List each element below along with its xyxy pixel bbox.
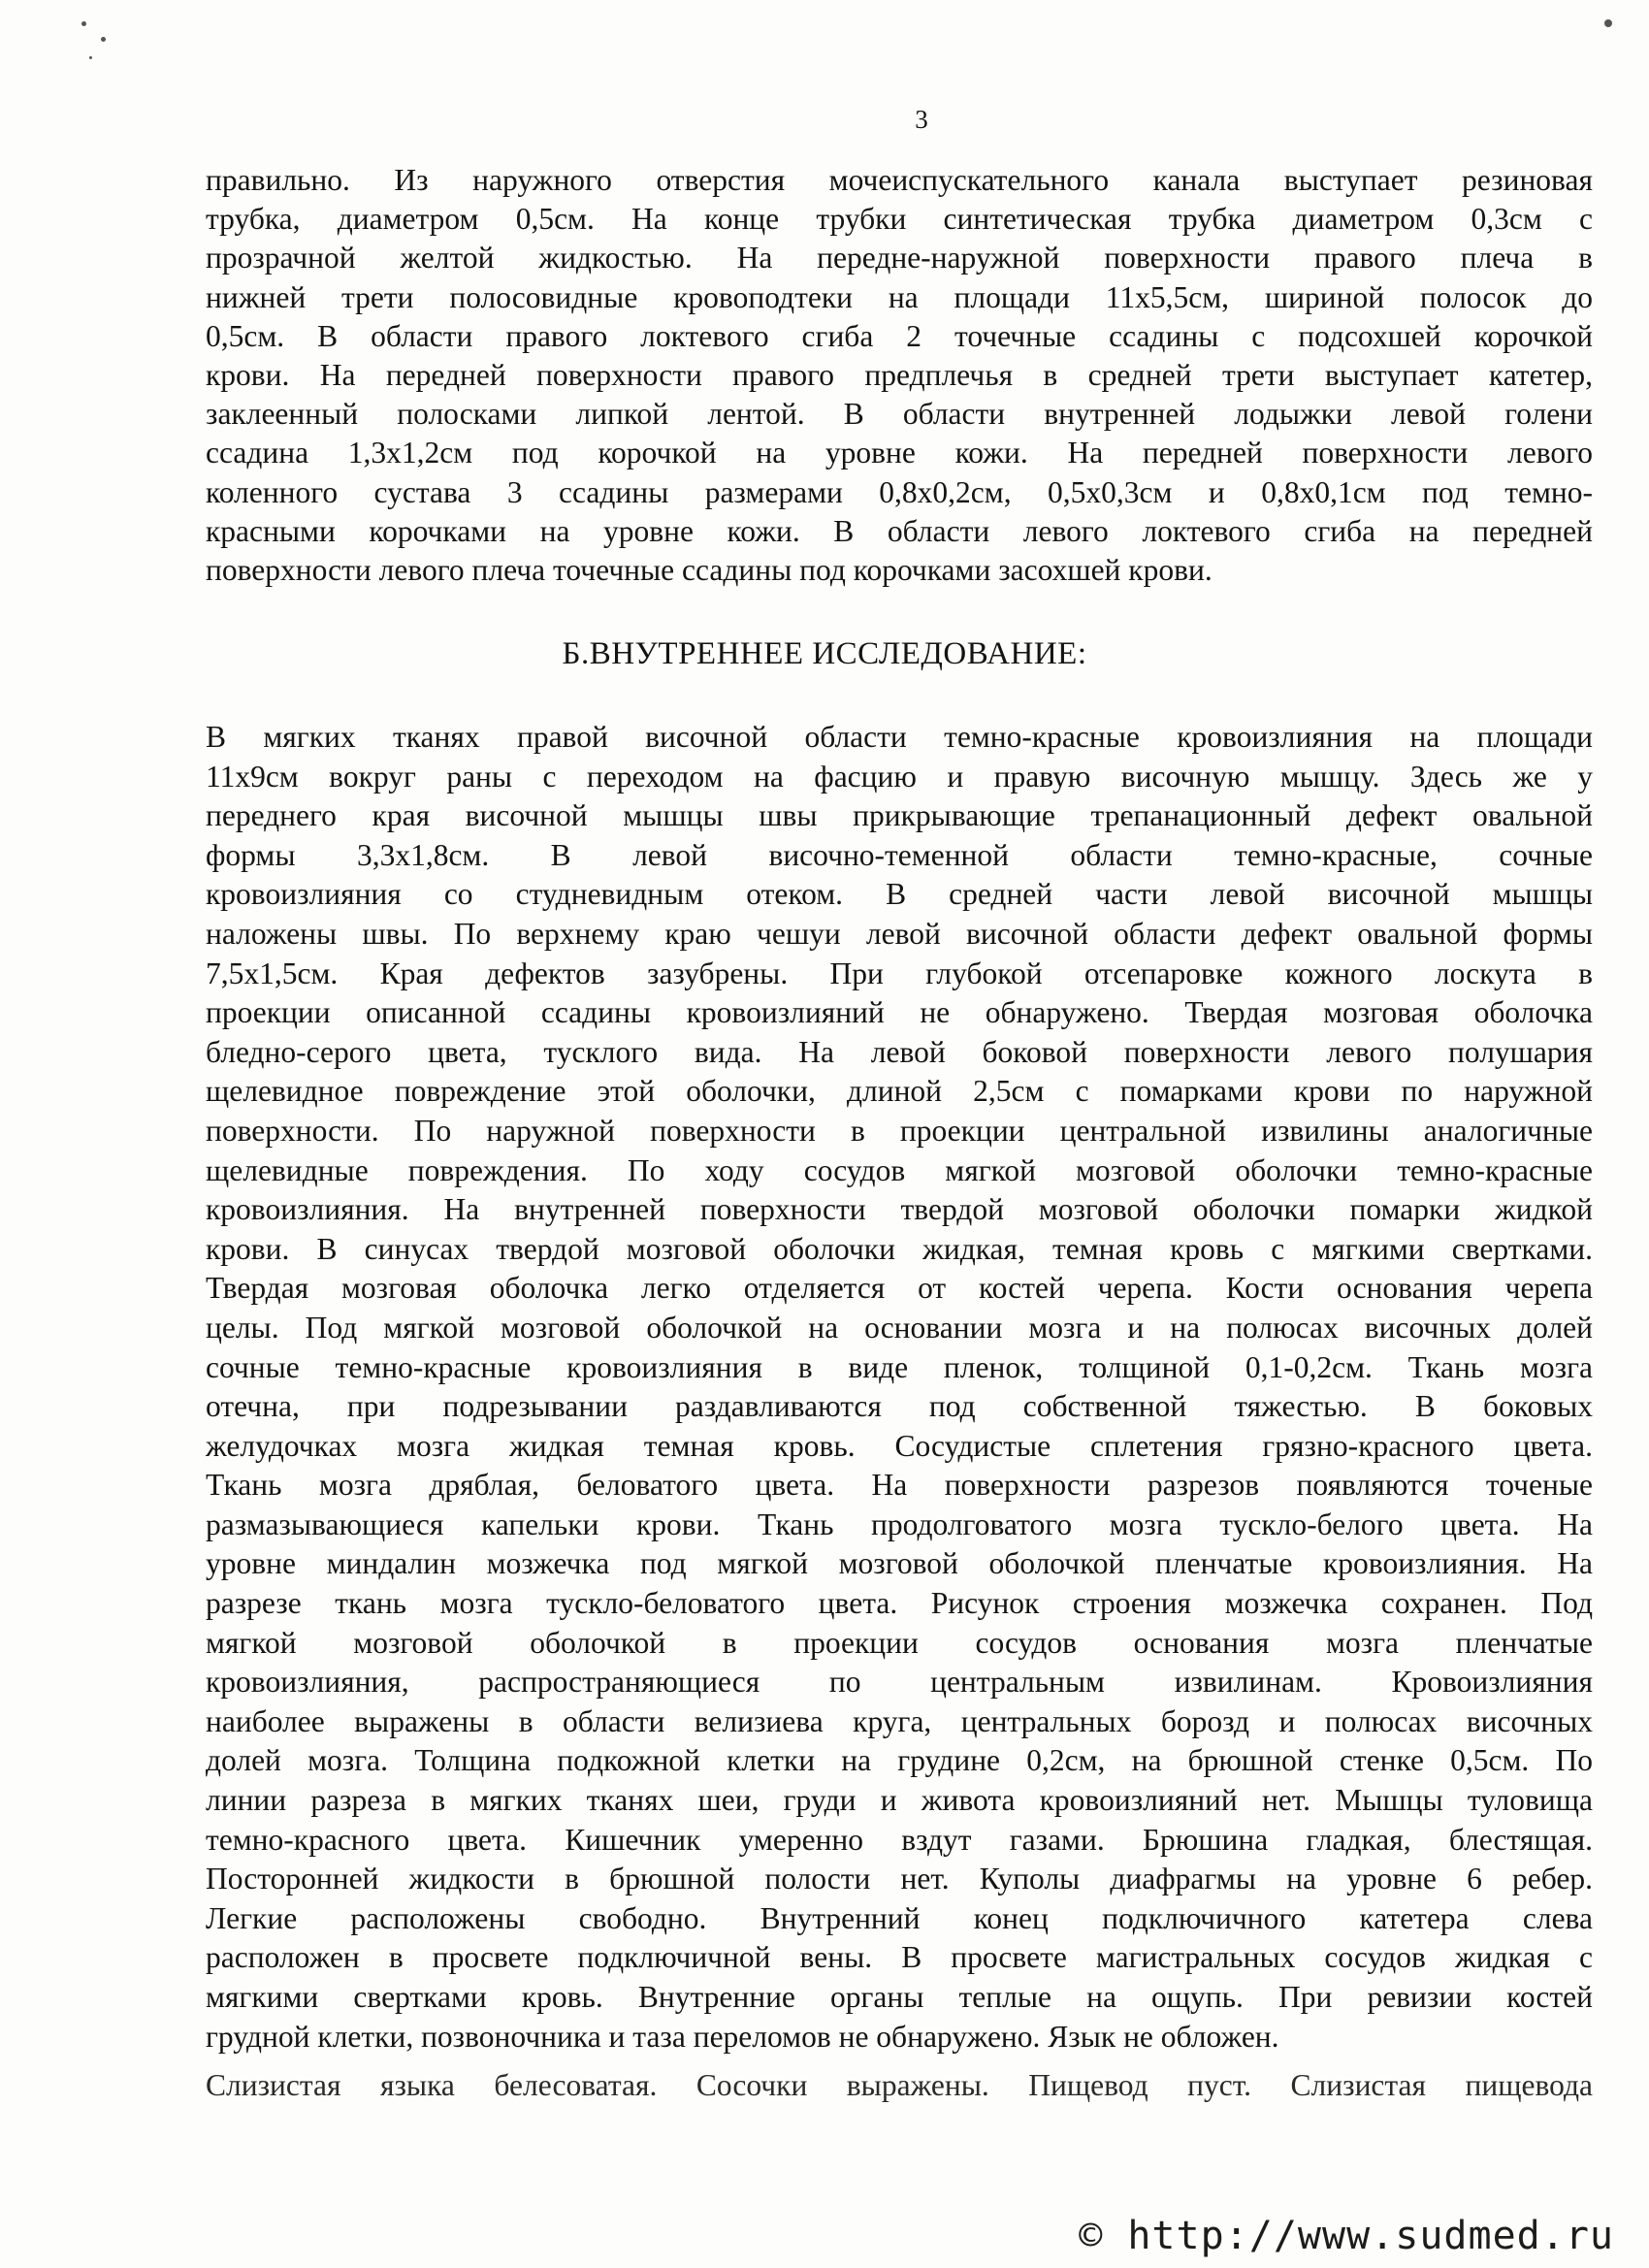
text-line: переднего края височной мышцы швы прикрывающие трепанационный дефект овальной — [206, 798, 1593, 833]
text-line: кровоизлияния со студневидным отеком. В средней части левой височной мышцы — [206, 877, 1593, 912]
cut-off-line — [206, 2068, 1593, 2107]
text-line: долей мозга. Толщина подкожной клетки на грудине 0,2см, на брюшной стенке 0,5см. По — [206, 1743, 1593, 1778]
external-exam-continuation — [206, 161, 1593, 590]
text-line: кровоизлияния. На внутренней поверхности твердой мозговой оболочки помарки жидкой — [206, 1192, 1593, 1227]
text-line: трубка, диаметром 0,5см. На конце трубки синтетическая трубка диаметром 0,3см с — [206, 202, 1593, 237]
text-line: поверхности. По наружной поверхности в проекции центральной извилины аналогичные — [206, 1113, 1593, 1148]
text-line: ссадина 1,3х1,2см под корочкой на уровне кожи. На передней поверхности левого — [206, 436, 1593, 470]
page-number: 3 — [915, 105, 928, 134]
text-line: щелевидные повреждения. По ходу сосудов мягкой мозговой оболочки темно-красные — [206, 1152, 1593, 1187]
text-line: наложены швы. По верхнему краю чешуи левой височной области дефект овальной формы — [206, 916, 1593, 951]
text-line: В мягких тканях правой височной области темно-красные кровоизлияния на площади — [206, 720, 1593, 754]
text-line: 7,5х1,5см. Края дефектов зазубрены. При глубокой отсепаровке кожного лоскута в — [206, 956, 1593, 990]
text-line: отечна, при подрезывании раздавливаются под собственной тяжестью. В боковых — [206, 1389, 1593, 1424]
text-line: мягкими свертками кровь. Внутренние органы теплые на ощупь. При ревизии костей — [206, 1980, 1593, 2014]
text-line: наиболее выражены в области велизиева круга, центральных борозд и полюсах височных — [206, 1703, 1593, 1738]
watermark: © http://www.sudmed.ru — [1079, 2214, 1614, 2258]
text-line: линии разреза в мягких тканях шеи, груди и живота кровоизлияний нет. Мышцы туловища — [206, 1783, 1593, 1818]
text-line: заклеенный полосками липкой лентой. В области внутренней лодыжки левой голени — [206, 397, 1593, 432]
cut-off-line-text: Слизистая языка белесоватая. Сосочки выражены. Пищевод пуст. Слизистая пищевода — [206, 2068, 1593, 2102]
text-line: красными корочками на уровне кожи. В области левого локтевого сгиба на передней — [206, 513, 1593, 548]
text-line: бледно-серого цвета, тусклого вида. На левой боковой поверхности левого полушария — [206, 1034, 1593, 1069]
text-line: крови. В синусах твердой мозговой оболочки жидкая, темная кровь с мягкими свертками. — [206, 1231, 1593, 1266]
text-line: целы. Под мягкой мозговой оболочкой на основании мозга и на полюсах височных долей — [206, 1310, 1593, 1345]
text-line: проекции описанной ссадины кровоизлияний не обнаружено. Твердая мозговая оболочка — [206, 995, 1593, 1030]
text-line: правильно. Из наружного отверстия мочеиспускательного канала выступает резиновая — [206, 163, 1593, 197]
text-line: нижней трети полосовидные кровоподтеки на площади 11х5,5см, шириной полосок до — [206, 279, 1593, 314]
text-line: Твердая мозговая оболочка легко отделяется от костей черепа. Кости основания черепа — [206, 1271, 1593, 1306]
text-line: желудочках мозга жидкая темная кровь. Сосудистые сплетения грязно-красного цвета. — [206, 1428, 1593, 1463]
internal-exam-paragraph — [206, 718, 1593, 2057]
text-line: коленного сустава 3 ссадины размерами 0,8х0,2см, 0,5х0,3см и 0,8х0,1см под темно- — [206, 474, 1593, 509]
text-line: кровоизлияния, распространяющиеся по центральным извилинам. Кровоизлияния — [206, 1665, 1593, 1700]
text-line: крови. На передней поверхности правого предплечья в средней трети выступает катетер, — [206, 358, 1593, 393]
text-line: формы 3,3х1,8см. В левой височно-теменной области темно-красные, сочные — [206, 837, 1593, 872]
text-line: Ткань мозга дряблая, беловатого цвета. На поверхности разрезов появляются точеные — [206, 1468, 1593, 1503]
text-line: грудной клетки, позвоночника и таза переломов не обнаружено. Язык не обложен. — [206, 2019, 1279, 2054]
text-line: сочные темно-красные кровоизлияния в виде пленок, толщиной 0,1-0,2см. Ткань мозга — [206, 1349, 1593, 1384]
text-line: Посторонней жидкости в брюшной полости нет. Куполы диафрагмы на уровне 6 ребер. — [206, 1862, 1593, 1896]
text-line: размазывающиеся капельки крови. Ткань продолговатого мозга тускло-белого цвета. На — [206, 1507, 1593, 1541]
text-line: прозрачной желтой жидкостью. На передне-наружной поверхности правого плеча в — [206, 241, 1593, 275]
text-line: 0,5см. В области правого локтевого сгиба 2 точечные ссадины с подсохшей корочкой — [206, 318, 1593, 353]
text-line: 11х9см вокруг раны с переходом на фасцию и правую височную мышцу. Здесь же у — [206, 759, 1593, 794]
text-line: поверхности левого плеча точечные ссадины под корочками засохшей крови. — [206, 553, 1212, 588]
text-line: темно-красного цвета. Кишечник умеренно вздут газами. Брюшина гладкая, блестящая. — [206, 1822, 1593, 1857]
text-line: уровне миндалин мозжечка под мягкой мозговой оболочкой пленчатые кровоизлияния. На — [206, 1546, 1593, 1581]
text-line: разрезе ткань мозга тускло-беловатого цвета. Рисунок строения мозжечка сохранен. Под — [206, 1586, 1593, 1621]
section-heading: Б.ВНУТРЕННЕЕ ИССЛЕДОВАНИЕ: — [562, 636, 1087, 671]
text-line: мягкой мозговой оболочкой в проекции сосудов основания мозга пленчатые — [206, 1625, 1593, 1660]
text-line: Легкие расположены свободно. Внутренний конец подключичного катетера слева — [206, 1900, 1593, 1935]
text-line: щелевидное повреждение этой оболочки, длиной 2,5см с помарками крови по наружной — [206, 1074, 1593, 1109]
text-line: расположен в просвете подключичной вены. В просвете магистральных сосудов жидкая с — [206, 1940, 1593, 1975]
